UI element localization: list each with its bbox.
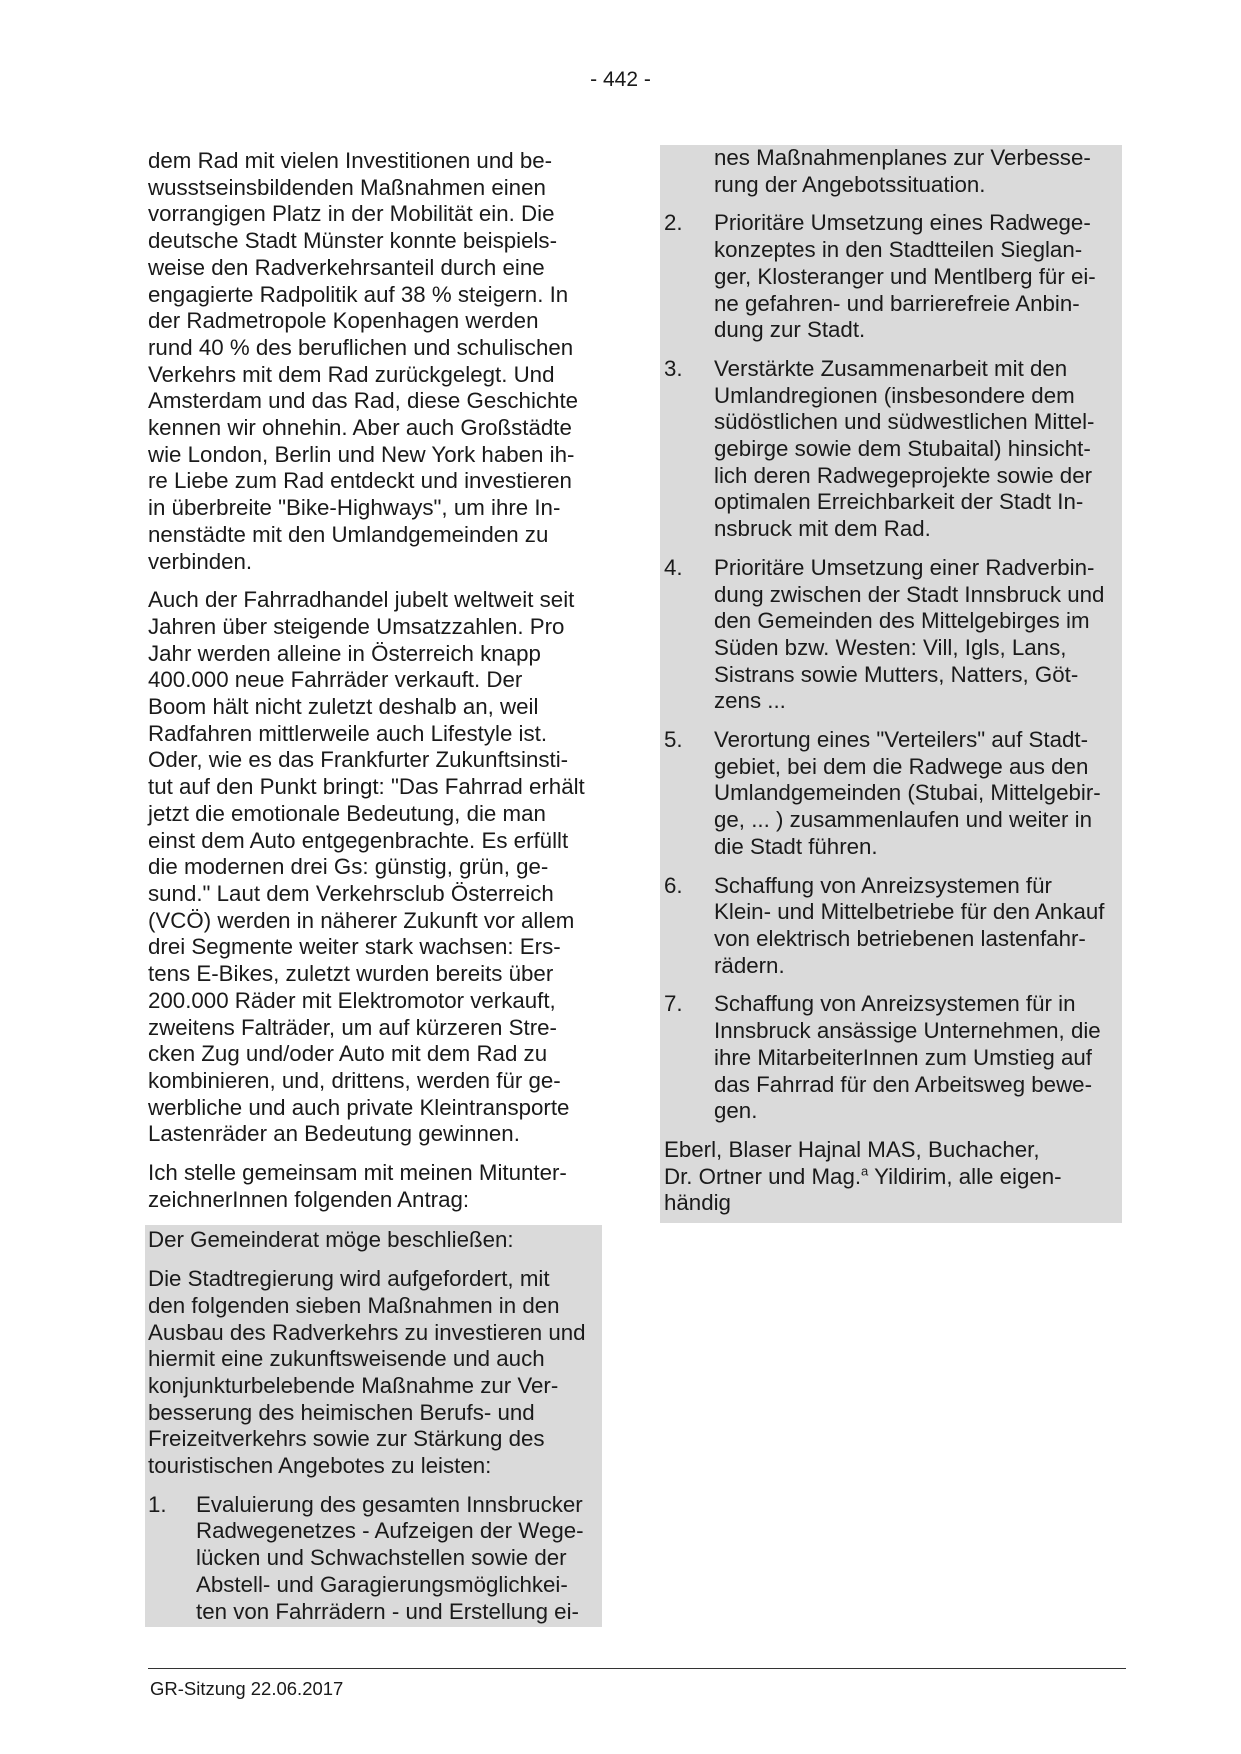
text-line: Innsbruck ansässige Unternehmen, die (714, 1018, 1101, 1044)
item-number: 1. (148, 1491, 167, 1517)
text-line: tut auf den Punkt bringt: "Das Fahrrad erhält (148, 774, 585, 800)
text-line: Auch der Fahrradhandel jubelt weltweit seit (148, 587, 575, 613)
text-line: rädern. (714, 952, 785, 978)
text-line: Evaluierung des gesamten Innsbrucker (196, 1491, 583, 1517)
text-line: kombinieren, und, drittens, werden für ge- (148, 1067, 561, 1093)
motion-box (145, 1225, 602, 1627)
text-line: einst dem Auto entgegenbrachte. Es erfüllt (148, 827, 569, 853)
motion-box-continued (660, 145, 1122, 1223)
text-line: 200.000 Räder mit Elektromotor verkauft, (148, 987, 556, 1013)
text-line: den folgenden sieben Maßnahmen in den (148, 1292, 560, 1318)
text-line: nsbruck mit dem Rad. (714, 516, 931, 542)
text-line: die modernen drei Gs: günstig, grün, ge- (148, 854, 549, 880)
measure-item-2 (664, 210, 1122, 344)
text-line: die Stadt führen. (714, 833, 878, 859)
text-line: zens ... (714, 688, 786, 714)
text-line: Amsterdam und das Rad, diese Geschichte (148, 388, 579, 414)
text-line: Prioritäre Umsetzung einer Radverbin- (714, 554, 1095, 580)
text-line: rund 40 % des beruflichen und schulischen (148, 334, 574, 360)
text-line: ihre MitarbeiterInnen zum Umstieg auf (714, 1044, 1092, 1070)
text-line: jetzt die emotionale Bedeutung, die man (148, 800, 546, 826)
signatory-text: Dr. Ortner und Mag. (664, 1163, 862, 1189)
text-line: Ich stelle gemeinsam mit meinen Mitunter- (148, 1160, 567, 1186)
text-line: Jahr werden alleine in Österreich knapp (148, 640, 541, 666)
measure-item-7 (664, 991, 1122, 1125)
text-line: Der Gemeinderat möge beschließen: (148, 1227, 514, 1253)
text-line: den Gemeinden des Mittelgebirges im (714, 608, 1090, 634)
right-column (664, 145, 1122, 1223)
item-number: 2. (664, 210, 683, 236)
measure-item-4 (664, 555, 1122, 715)
text-line: Freizeitverkehrs sowie zur Stärkung des (148, 1426, 545, 1452)
paragraph-motion-intro (148, 1160, 599, 1213)
item-number: 5. (664, 727, 683, 753)
text-line: Klein- und Mittelbetriebe für den Ankauf (714, 899, 1105, 925)
footer-divider (148, 1668, 1126, 1669)
left-column (148, 148, 599, 1627)
text-line: Die Stadtregierung wird aufgefordert, mit (148, 1266, 550, 1292)
text-line: dung zwischen der Stadt Innsbruck und (714, 581, 1105, 607)
measure-item-5 (664, 727, 1122, 861)
text-line: kennen wir ohnehin. Aber auch Großstädte (148, 415, 572, 441)
text-line: gebirge sowie dem Stubaital) hinsicht- (714, 436, 1091, 462)
text-line: ten von Fahrrädern - und Erstellung ei- (196, 1598, 579, 1624)
text-line: Oder, wie es das Frankfurter Zukunftsinsti- (148, 747, 569, 773)
text-line: Eberl, Blaser Hajnal MAS, Buchacher, (664, 1136, 1040, 1162)
text-line: südöstlichen und südwestlichen Mittel- (714, 409, 1095, 435)
text-line: verbinden. (148, 548, 253, 574)
text-line: Radfahren mittlerweile auch Lifestyle ist. (148, 720, 548, 746)
signatory-text: Yildirim, alle eigen- (868, 1163, 1062, 1189)
text-line: dem Rad mit vielen Investitionen und be- (148, 148, 553, 173)
text-line: ge, ... ) zusammenlaufen und weiter in (714, 807, 1093, 833)
text-line: engagierte Radpolitik auf 38 % steigern. In (148, 281, 569, 307)
text-line: zeichnerInnen folgenden Antrag: (148, 1186, 470, 1212)
text-line: lich deren Radwegeprojekte sowie der (714, 462, 1093, 488)
text-line: sund." Laut dem Verkehrsclub Österreich (148, 880, 554, 906)
text-line: das Fahrrad für den Arbeitsweg bewe- (714, 1071, 1093, 1097)
signatories (664, 1137, 1122, 1217)
text-line: cken Zug und/oder Auto mit dem Rad zu (148, 1041, 548, 1067)
text-line: wusstseinsbildenden Maßnahmen einen (148, 174, 546, 200)
text-line: Schaffung von Anreizsystemen für (714, 872, 1052, 898)
text-line: rung der Angebotssituation. (714, 171, 986, 197)
text-line: Jahren über steigende Umsatzzahlen. Pro (148, 613, 565, 639)
text-line: konjunkturbelebende Maßnahme zur Ver- (148, 1372, 559, 1398)
text-line: dung zur Stadt. (714, 317, 866, 343)
text-line: Umlandgemeinden (Stubai, Mittelgebir- (714, 780, 1101, 806)
text-line: werbliche und auch private Kleintransporte (148, 1094, 570, 1120)
text-line: lücken und Schwachstellen sowie der (196, 1545, 567, 1571)
text-line: Verstärkte Zusammenarbeit mit den (714, 355, 1068, 381)
text-line: gen. (714, 1098, 758, 1124)
text-line: Schaffung von Anreizsystemen für in (714, 991, 1076, 1017)
page-number: - 442 - (590, 68, 651, 91)
text-line: händig (664, 1190, 731, 1216)
item-number: 4. (664, 554, 683, 580)
measure-item-6 (664, 873, 1122, 980)
text-line: besserung des heimischen Berufs- und (148, 1399, 535, 1425)
text-line: nes Maßnahmenplanes zur Verbesse- (714, 145, 1091, 170)
text-line: Umlandregionen (insbesondere dem (714, 382, 1075, 408)
item-number: 7. (664, 991, 683, 1017)
text-line: wie London, Berlin und New York haben ih- (148, 441, 575, 467)
text-line: Ausbau des Radverkehrs zu investieren und (148, 1319, 586, 1345)
text-line: ne gefahren- und barrierefreie Anbin- (714, 290, 1080, 316)
text-line: Verortung eines "Verteilers" auf Stadt- (714, 727, 1089, 753)
text-line: re Liebe zum Rad entdeckt und investieren (148, 468, 572, 494)
text-line: ger, Klosteranger und Mentlberg für ei- (714, 263, 1096, 289)
text-line: deutsche Stadt Münster konnte beispiels- (148, 228, 558, 254)
text-line: 400.000 neue Fahrräder verkauft. Der (148, 667, 523, 693)
text-line: Radwegenetzes - Aufzeigen der Wege- (196, 1518, 584, 1544)
paragraph-bike-trade (148, 587, 599, 1148)
text-line: nenstädte mit den Umlandgemeinden zu (148, 521, 549, 547)
motion-text (148, 1266, 599, 1480)
footer-session-date: GR-Sitzung 22.06.2017 (150, 1678, 344, 1699)
text-line: vorrangigen Platz in der Mobilität ein. Die (148, 201, 555, 227)
measure-item-1 (148, 1492, 599, 1626)
measure-item-1-continued (664, 145, 1122, 198)
text-line: Verkehrs mit dem Rad zurückgelegt. Und (148, 361, 555, 387)
text-line (664, 1164, 1122, 1191)
text-line: Lastenräder an Bedeutung gewinnen. (148, 1121, 520, 1147)
text-line: gebiet, bei dem die Radwege aus den (714, 753, 1089, 779)
text-line: touristischen Angebotes zu leisten: (148, 1453, 492, 1479)
text-line: Abstell- und Garagierungsmöglichkei- (196, 1571, 568, 1597)
text-line: drei Segmente weiter stark wachsen: Ers- (148, 934, 561, 960)
text-line: konzeptes in den Stadtteilen Sieglan- (714, 237, 1083, 263)
text-line: hiermit eine zukunftsweisende und auch (148, 1346, 545, 1372)
text-line: weise den Radverkehrsanteil durch eine (148, 254, 545, 280)
text-line: Süden bzw. Westen: Vill, Igls, Lans, (714, 634, 1067, 660)
text-line: Boom hält nicht zuletzt deshalb an, weil (148, 694, 539, 720)
text-line: von elektrisch betriebenen lastenfahr- (714, 925, 1086, 951)
text-line: Prioritäre Umsetzung eines Radwege- (714, 210, 1091, 236)
text-line: zweitens Falträder, um auf kürzeren Stre- (148, 1014, 557, 1040)
text-line: in überbreite "Bike-Highways", um ihre In- (148, 495, 561, 521)
paragraph-bike-cities (148, 148, 599, 575)
superscript: a (861, 1163, 869, 1179)
text-line: optimalen Erreichbarkeit der Stadt In- (714, 489, 1084, 515)
measure-item-3 (664, 356, 1122, 543)
text-line: Sistrans sowie Mutters, Natters, Göt- (714, 661, 1079, 687)
text-line: der Radmetropole Kopenhagen werden (148, 308, 539, 334)
item-number: 6. (664, 872, 683, 898)
item-number: 3. (664, 355, 683, 381)
text-line: tens E-Bikes, zuletzt wurden bereits über (148, 961, 554, 987)
text-line: (VCÖ) werden in näherer Zukunft vor allem (148, 907, 575, 933)
motion-heading (148, 1227, 599, 1254)
